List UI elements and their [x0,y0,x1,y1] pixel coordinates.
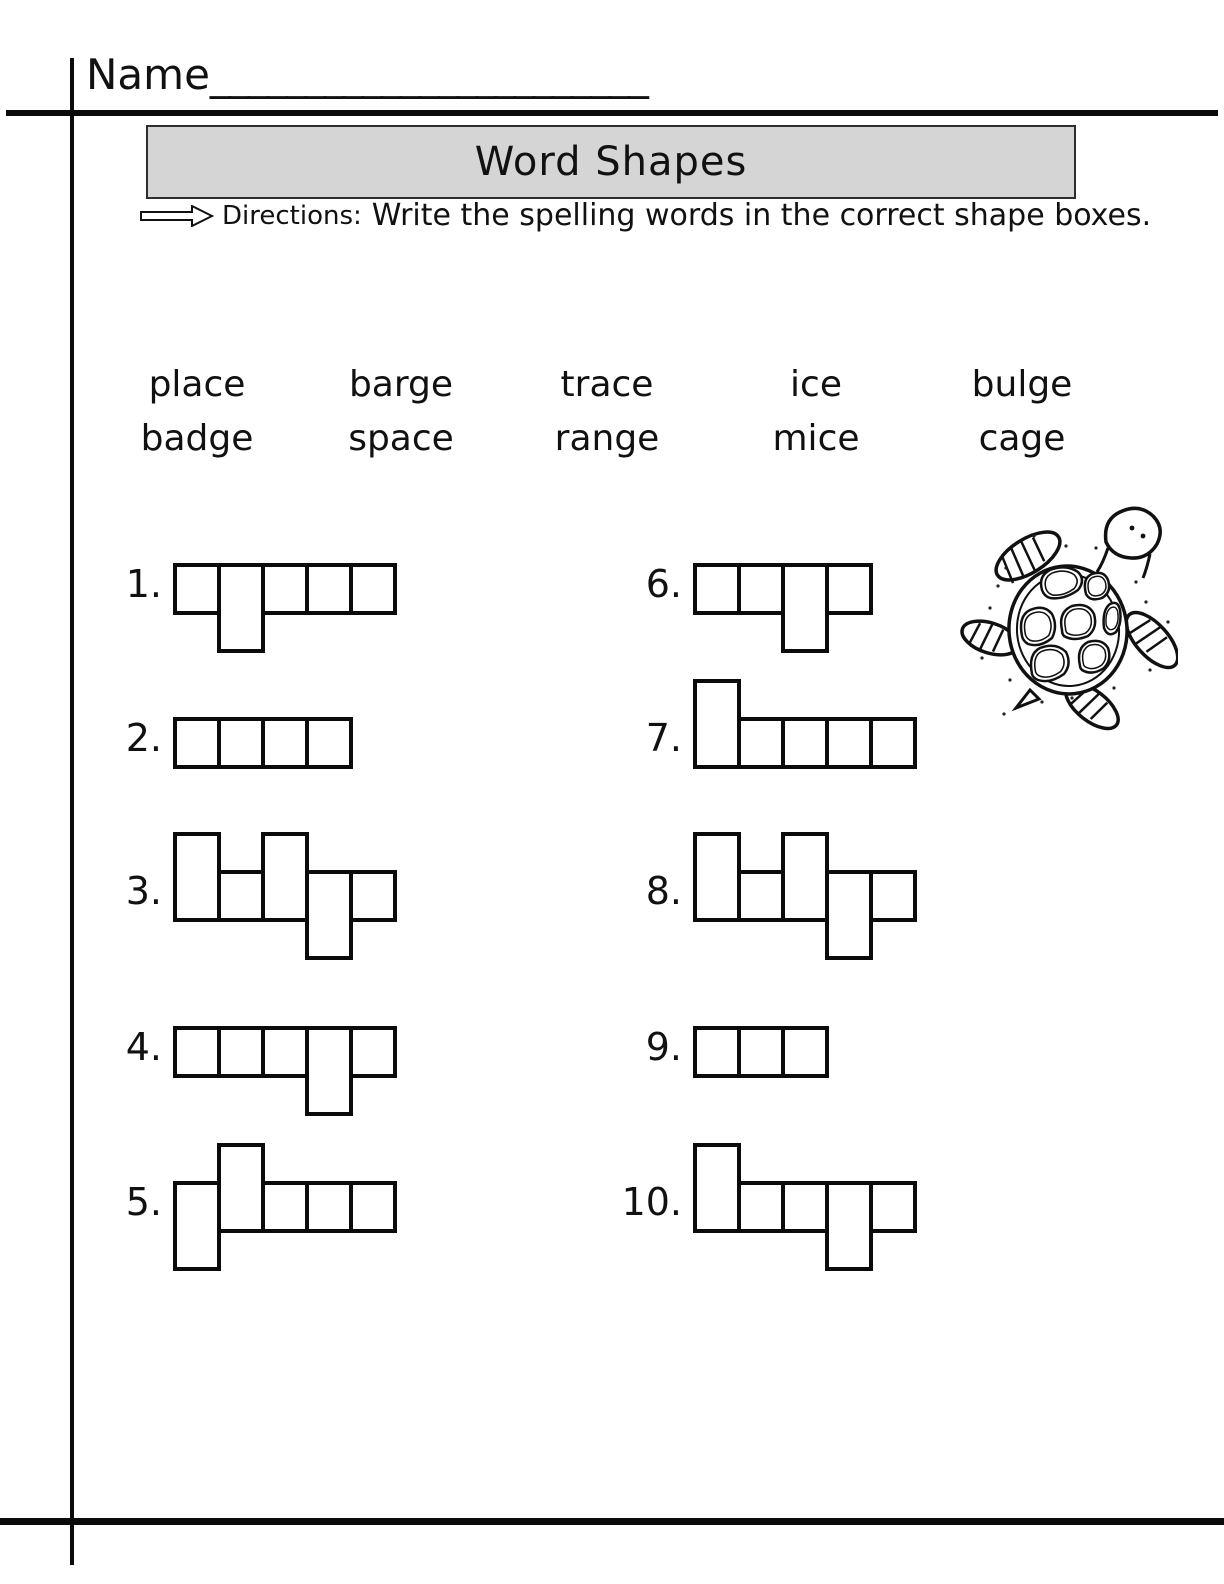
word-shape-cell[interactable] [349,1026,397,1078]
word-shape-cell[interactable] [693,679,741,769]
puzzle-number: 5. [125,1180,162,1224]
word-shape-cell[interactable] [693,1026,741,1078]
word-bank-word: badge [140,418,254,459]
word-shape-cell[interactable] [781,1181,829,1233]
puzzle-number: 10. [621,1180,682,1224]
word-shape-cell[interactable] [261,563,309,615]
name-label: Name [86,50,210,99]
word-shape-cell[interactable] [217,1143,265,1233]
puzzle-number: 4. [125,1025,162,1069]
word-shape-cell[interactable] [305,563,353,615]
puzzle-number: 6. [645,562,682,606]
directions-text: Write the spelling words in the correct shape boxes. [371,198,1152,233]
word-shape-cell[interactable] [693,563,741,615]
word-bank-word: cage [978,418,1066,459]
word-shape-cell[interactable] [173,1026,221,1078]
word-shape-cell[interactable] [693,832,741,922]
word-shape-cell[interactable] [349,870,397,922]
word-shape-cell[interactable] [781,832,829,922]
left-margin-line [70,58,74,1565]
name-line[interactable]: _______________________ [209,50,647,99]
word-shape-cell[interactable] [737,1181,785,1233]
turtle-icon [946,490,1178,735]
word-shape-cell[interactable] [173,832,221,922]
word-shape-cell[interactable] [869,870,917,922]
title-box [146,125,1076,199]
word-shape-cell[interactable] [261,1026,309,1078]
word-shape-cell[interactable] [781,717,829,769]
top-rule-line [6,110,1218,116]
word-shape-cell[interactable] [825,870,873,960]
word-shape-cell[interactable] [173,563,221,615]
word-shape-cell[interactable] [173,1181,221,1271]
word-shape-cell[interactable] [349,1181,397,1233]
right-arrow-icon [140,205,214,227]
word-shape-cell[interactable] [305,870,353,960]
word-shape-cell[interactable] [781,563,829,653]
puzzle-number: 2. [125,716,162,760]
word-bank-word: barge [348,364,454,405]
word-shape-cell[interactable] [737,870,785,922]
word-bank-word: space [348,418,454,459]
word-shape-cell[interactable] [217,563,265,653]
word-shape-cell[interactable] [825,717,873,769]
word-shape-cell[interactable] [305,1026,353,1116]
word-shape-cell[interactable] [261,832,309,922]
word-shape-cell[interactable] [173,717,221,769]
directions-row [140,198,1151,233]
word-shape-cell[interactable] [737,1026,785,1078]
puzzle-number: 7. [645,716,682,760]
word-shape-cell[interactable] [737,563,785,615]
word-shape-cell[interactable] [825,563,873,615]
word-bank-word: range [554,418,660,459]
word-shape-cell[interactable] [869,1181,917,1233]
bottom-rule-line [0,1518,1224,1525]
word-shape-cell[interactable] [261,717,309,769]
word-shape-cell[interactable] [261,1181,309,1233]
word-bank-word: bulge [971,364,1073,405]
word-shape-cell[interactable] [737,717,785,769]
name-row [86,50,647,99]
word-bank-word: ice [790,364,842,405]
directions-label: Directions: [222,200,362,231]
word-shape-cell[interactable] [305,717,353,769]
word-shape-cell[interactable] [825,1181,873,1271]
word-shape-cell[interactable] [305,1181,353,1233]
word-shape-cell[interactable] [693,1143,741,1233]
word-shape-cell[interactable] [217,717,265,769]
word-bank-word: trace [560,364,654,405]
puzzle-number: 1. [125,562,162,606]
word-shape-cell[interactable] [217,870,265,922]
page-title: Word Shapes [474,139,748,185]
puzzle-number: 9. [645,1025,682,1069]
word-bank-word: place [148,364,246,405]
word-shape-cell[interactable] [869,717,917,769]
word-shape-cell[interactable] [349,563,397,615]
puzzle-number: 8. [645,869,682,913]
word-bank-word: mice [772,418,860,459]
word-shape-cell[interactable] [217,1026,265,1078]
word-shape-cell[interactable] [781,1026,829,1078]
puzzle-number: 3. [125,869,162,913]
